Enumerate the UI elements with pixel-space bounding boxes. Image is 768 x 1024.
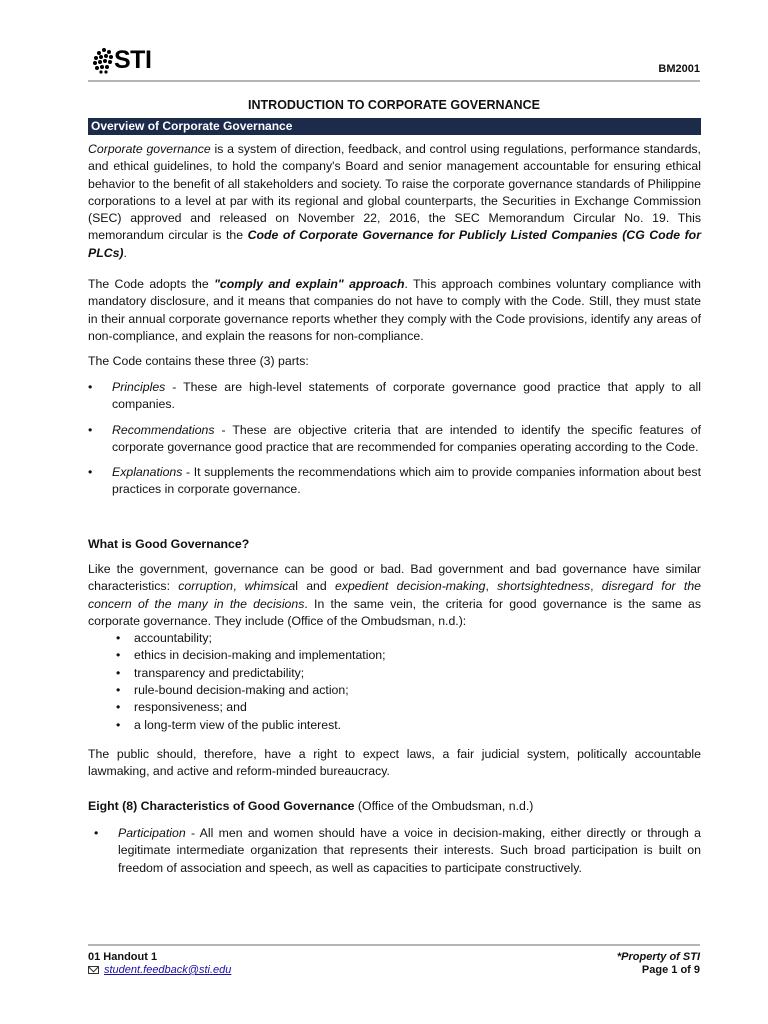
list-item: • transparency and predictability;	[88, 665, 701, 682]
paragraph-comply-explain-block	[88, 276, 701, 345]
parts-list	[88, 379, 701, 499]
paragraph-public-expectation: The public should, therefore, have a right to expect laws, a fair judicial system, politically accountable lawmaking, and active and reform-minded bureaucracy.	[88, 747, 701, 779]
paragraph-three-parts-block	[88, 353, 701, 370]
paragraph-comply-explain: The Code adopts the "comply and explain" approach. This approach combines voluntary compliance with mandatory disclosure, and it means that companies do not have to comply with the Code. Still, they must state in their annual corporate governance reports whether they comply with the Code provisions, identify any areas of non-compliance, and explain the reasons for non-compliance.	[88, 277, 701, 343]
characteristics-list	[88, 825, 701, 877]
footer-right	[617, 951, 700, 977]
paragraph-three-parts: The Code contains these three (3) parts:	[88, 354, 309, 368]
page-number: Page 1 of 9	[641, 964, 700, 976]
paragraph-corporate-governance: Corporate governance is a system of direction, feedback, and control using regulations, performance standards, and ethical guidelines, to hold the company's Board and senior management accountable for ensuring ethical behavior to the benefit of all stakeholders and society. To raise the corporate governance standards of Philippine corporations to a level at par with its regional and global counterparts, the Securities in Exchange Commission (SEC) approved and released on November 22, 2016, the SEC Memorandum Circular No. 19. This memorandum circular is the Code of Corporate Governance for Publicly Listed Companies (CG Code for PLCs).	[88, 142, 701, 260]
property-label: *Property of STI	[616, 951, 700, 963]
eight-characteristics-heading-block	[88, 798, 701, 815]
main-content	[88, 141, 701, 262]
list-item: • Principles - These are high-level statements of corporate governance good practice that apply to all companies.	[88, 379, 701, 414]
document-title: INTRODUCTION TO CORPORATE GOVERNANCE	[248, 98, 540, 112]
paragraph-good-governance: Like the government, governance can be good or bad. Bad government and bad governance have similar characteristics: corruption, whimsical and expedient decision-making, shortsightedness, disregard for the concern of the many in the decisions. In the same vein, the criteria for good governance is the same as corporate governance. They include (Office of the Ombudsman, n.d.):	[88, 562, 702, 628]
public-paragraph-block	[88, 746, 701, 781]
footer-divider	[88, 944, 700, 946]
list-item: • rule-bound decision-making and action;	[88, 682, 701, 699]
list-item: • Explanations - It supplements the recommendations which aim to provide companies information about best practices in corporate governance.	[88, 464, 701, 499]
list-item: • Recommendations - These are objective criteria that are intended to identify the specific features of corporate governance good practice that are recommended for companies operating according to the Code.	[88, 422, 701, 457]
list-item: • responsiveness; and	[88, 699, 701, 716]
logo-text: STI	[114, 46, 152, 74]
criteria-list	[88, 630, 701, 734]
list-item: • Participation - All men and women should have a voice in decision-making, either directly or through a legitimate intermediate organization that represents their interests. Such broad participation is built on freedom of association and speech, as well as capacities to participate constructively.	[88, 825, 701, 877]
mail-icon	[88, 966, 99, 974]
eight-characteristics-heading: Eight (8) Characteristics of Good Governance (Office of the Ombudsman, n.d.)	[88, 799, 534, 813]
good-governance-paragraph-block	[88, 561, 701, 734]
handout-label: 01 Handout 1	[88, 951, 158, 963]
header-divider	[88, 80, 700, 82]
email-link[interactable]: student.feedback@sti.edu	[104, 964, 232, 976]
good-governance-heading: What is Good Governance?	[88, 537, 250, 551]
list-item: • accountability;	[88, 630, 701, 647]
parts-list-block	[88, 379, 701, 499]
footer-email	[88, 964, 231, 976]
list-item: • a long-term view of the public interest.	[88, 717, 701, 734]
document-code: BM2001	[658, 63, 700, 75]
characteristics-list-block	[88, 825, 701, 877]
good-governance-heading-block	[88, 536, 701, 553]
list-item: • ethics in decision-making and implementation;	[88, 647, 701, 664]
section-heading: Overview of Corporate Governance	[88, 118, 701, 135]
